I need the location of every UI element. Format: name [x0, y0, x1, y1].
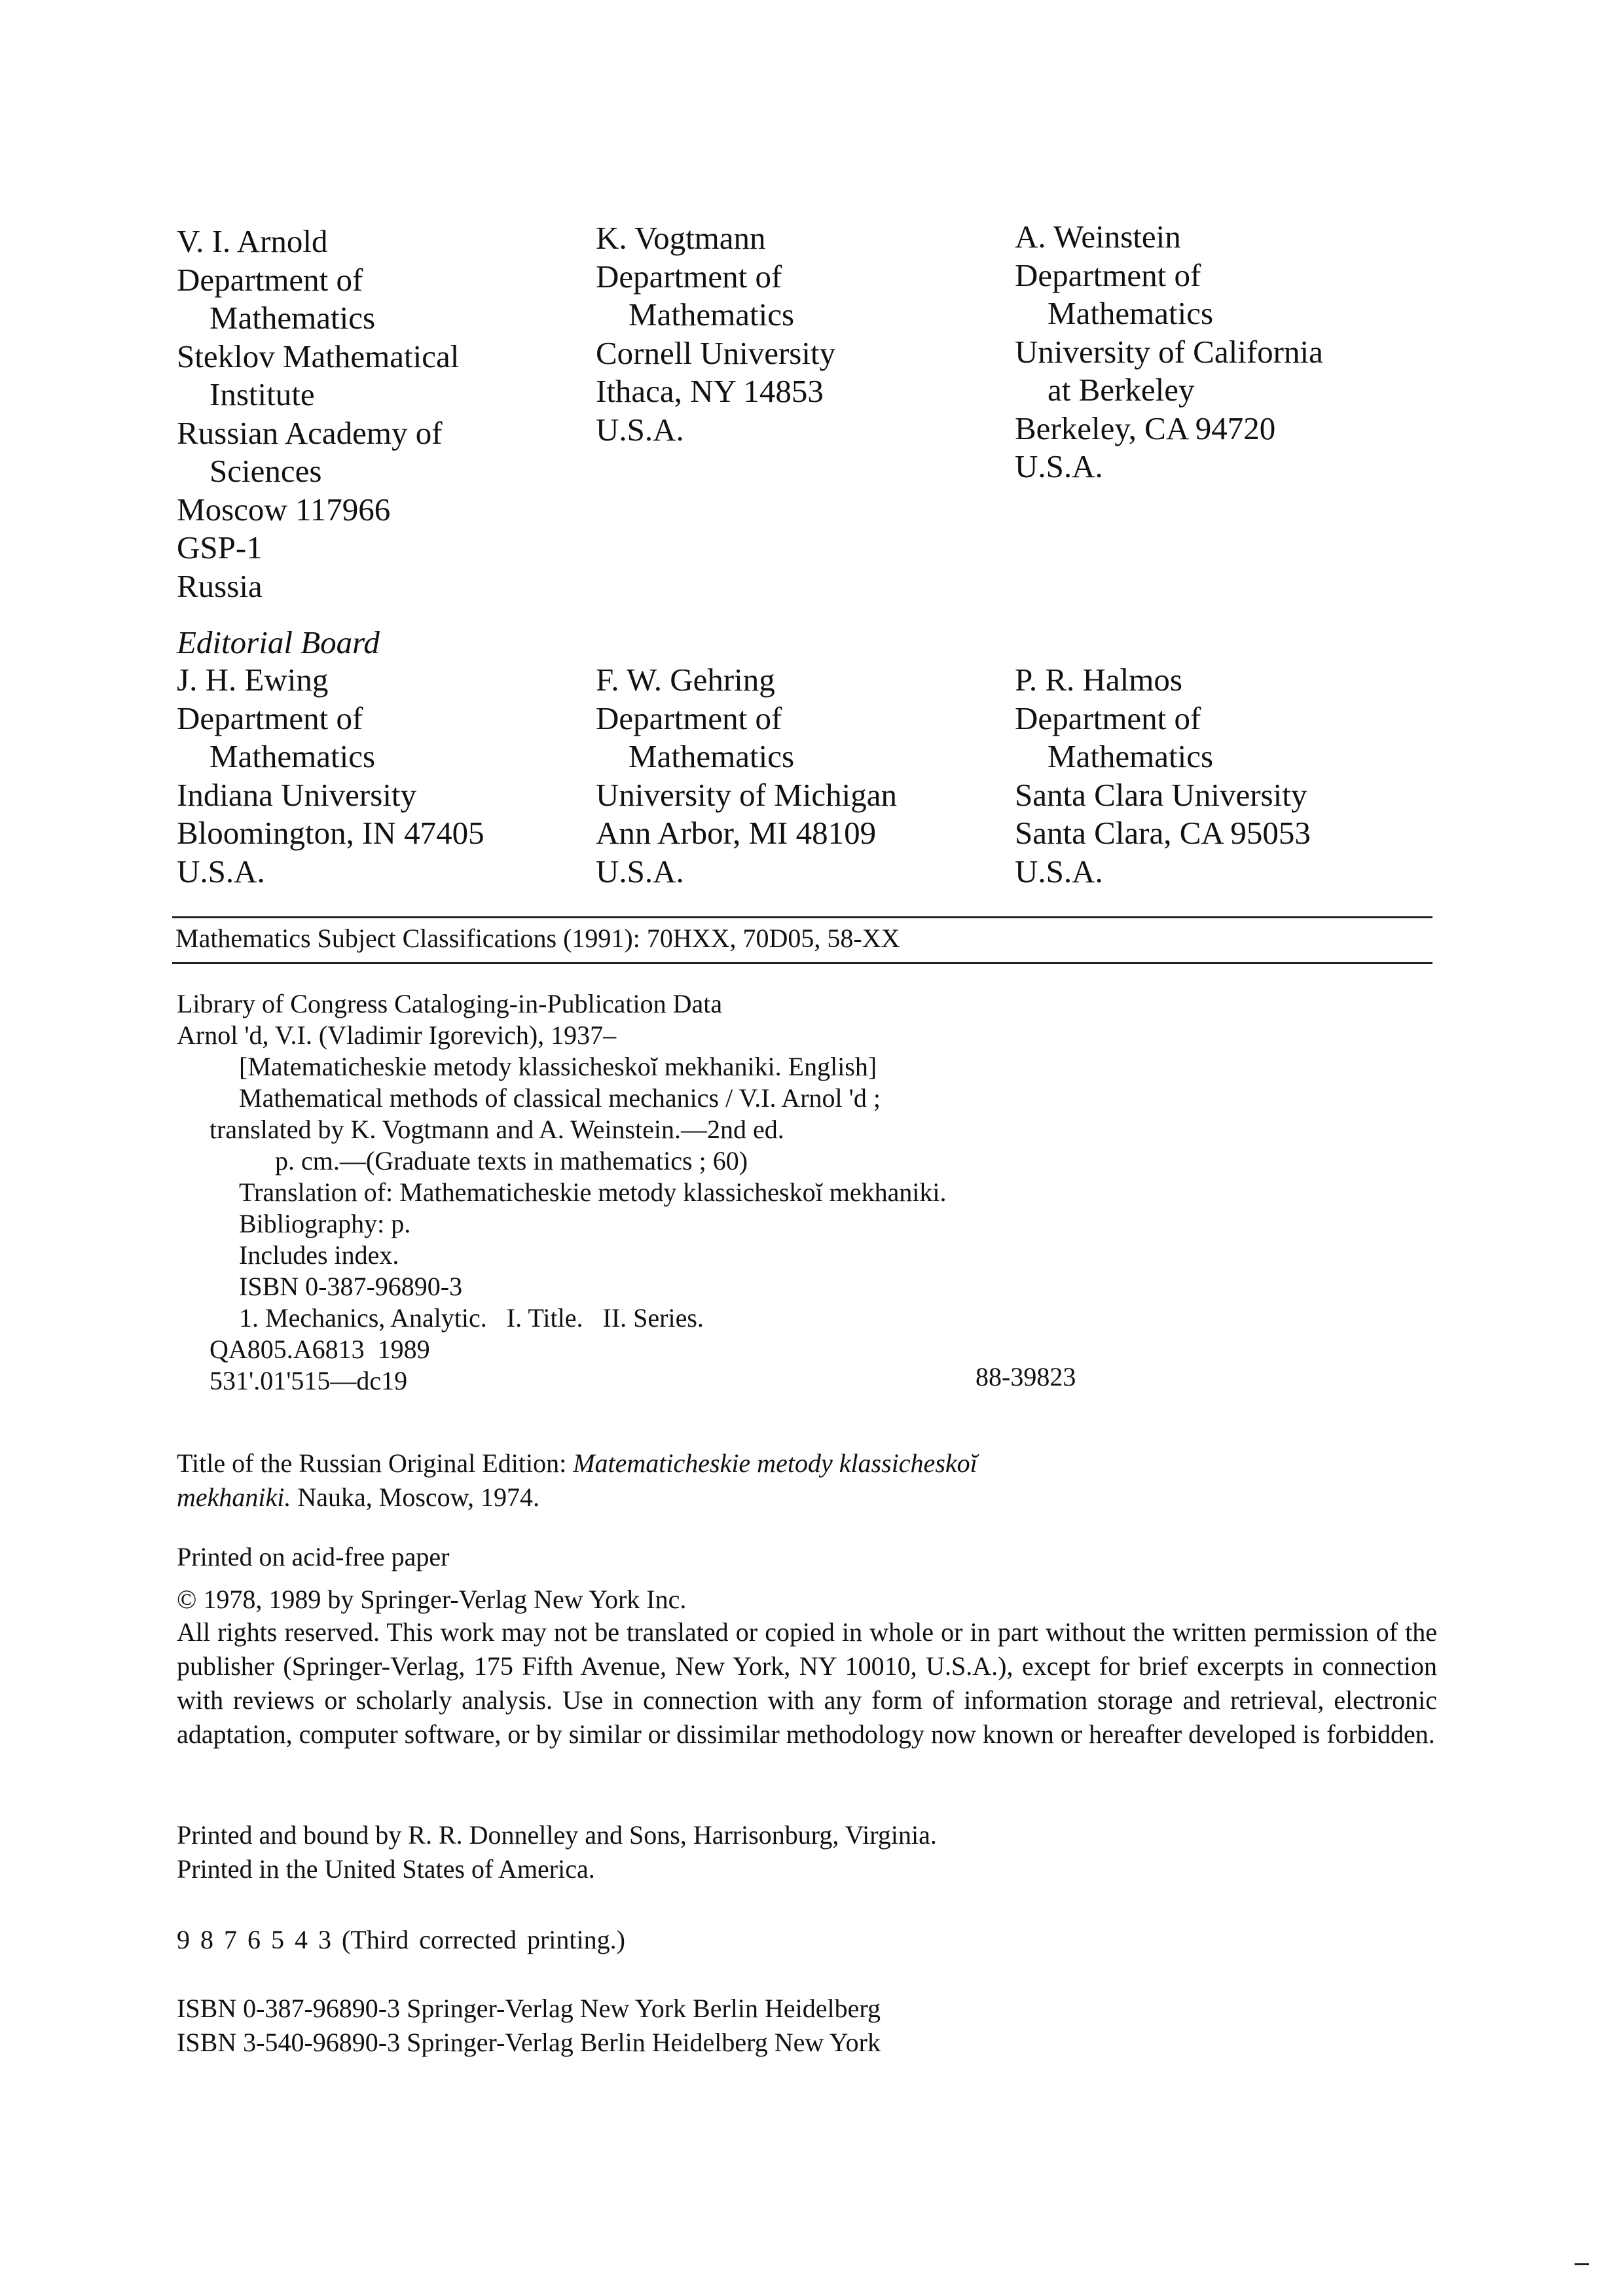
editorial-board-heading: Editorial Board	[177, 624, 380, 660]
address-line: Steklov Mathematical	[177, 338, 460, 374]
cip-note: Translation of: Mathematicheskie metody klassicheskoĭ mekhaniki.	[239, 1177, 947, 1207]
author-block	[596, 219, 835, 449]
isbn-line: ISBN 3-540-96890-3 Springer-Verlag Berlin Heidelberg New York	[177, 2028, 881, 2057]
address-line: Bloomington, IN 47405	[177, 815, 484, 851]
address-line: Department of	[596, 700, 782, 736]
address-line: Cornell University	[596, 334, 836, 371]
original-edition-suffix: Nauka, Moscow, 1974.	[291, 1482, 539, 1512]
rights-paragraph: All rights reserved. This work may not be translated or copied in whole or in part without the written permission of the publisher (Springer-Verlag, 175 Fifth Avenue, New York, NY 10010, U.S.A.), except for brief excerpts in connection with reviews or scholarly analysis. Use in connection with any form of information storage and retrieval, electronic adaptation, computer software, or by similar or dissimilar methodology now known or hereafter developed is forbidden.	[177, 1617, 1437, 1749]
person-name: A. Weinstein	[1015, 219, 1181, 255]
address-line: Institute	[210, 376, 315, 412]
address-line: Mathematics	[210, 738, 376, 774]
address-line: U.S.A.	[1015, 853, 1103, 889]
cip-call-number: QA805.A6813 1989	[210, 1335, 430, 1364]
address-line: U.S.A.	[1015, 448, 1103, 484]
cip-title: Mathematical methods of classical mechanics / V.I. Arnol 'd ;	[239, 1083, 881, 1113]
address-line: Ithaca, NY 14853	[596, 373, 824, 409]
address-line: Mathematics	[629, 738, 795, 774]
acid-free-note: Printed on acid-free paper	[177, 1542, 450, 1571]
address-line: Sciences	[210, 453, 322, 489]
person-name: J. H. Ewing	[177, 662, 329, 698]
editor-block	[177, 661, 484, 891]
address-line: Department of	[177, 700, 363, 736]
cip-physical: p. cm.—(Graduate texts in mathematics ; 60)	[275, 1146, 748, 1175]
author-block	[1015, 218, 1323, 486]
msc-line: Mathematics Subject Classifications (1991): 70HXX, 70D05, 58-XX	[175, 924, 900, 953]
original-edition-prefix: Title of the Russian Original Edition:	[177, 1448, 574, 1478]
bottom-rule	[172, 962, 1432, 964]
editor-block	[596, 661, 897, 891]
top-rule	[172, 916, 1432, 918]
original-edition	[177, 1446, 1290, 1515]
person-name: V. I. Arnold	[177, 223, 328, 259]
address-line: Ann Arbor, MI 48109	[596, 815, 877, 851]
isbn-line: ISBN 0-387-96890-3 Springer-Verlag New York Berlin Heidelberg	[177, 1994, 881, 2023]
printer-line: Printed and bound by R. R. Donnelley and Sons, Harrisonburg, Virginia.	[177, 1820, 937, 1850]
address-line: Department of	[1015, 257, 1201, 293]
address-line: GSP-1	[177, 529, 263, 565]
address-line: Department of	[1015, 700, 1201, 736]
cip-note: 1. Mechanics, Analytic. I. Title. II. Series.	[239, 1303, 704, 1333]
address-line: University of California	[1015, 333, 1323, 370]
cip-note: Includes index.	[239, 1240, 399, 1270]
address-line: Department of	[596, 258, 782, 295]
original-title-part2: mekhaniki.	[177, 1482, 291, 1512]
address-line: Mathematics	[629, 296, 795, 332]
address-line: Santa Clara University	[1015, 776, 1307, 813]
cip-note: ISBN 0-387-96890-3	[239, 1272, 463, 1301]
original-title-part1: Matematicheskie metody klassicheskoĭ	[573, 1448, 977, 1478]
copyright-line: © 1978, 1989 by Springer-Verlag New York Inc.	[177, 1585, 687, 1614]
cip-uniform-title: [Matematicheskie metody klassicheskoĭ mekhaniki. English]	[239, 1052, 877, 1081]
country-line: Printed in the United States of America.	[177, 1854, 595, 1884]
cip-heading: Library of Congress Cataloging-in-Publication Data	[177, 989, 723, 1018]
person-name: F. W. Gehring	[596, 662, 775, 698]
address-line: at Berkeley	[1048, 372, 1195, 408]
address-line: University of Michigan	[596, 776, 897, 813]
cip-dewey: 531'.01'515—dc19	[210, 1366, 408, 1395]
page-corner-mark	[1575, 2263, 1589, 2265]
address-line: U.S.A.	[596, 411, 684, 448]
address-line: Mathematics	[1048, 295, 1214, 331]
cip-note: Bibliography: p.	[239, 1209, 411, 1238]
address-line: Russia	[177, 567, 263, 604]
printing-line: 9 8 7 6 5 4 3 (Third corrected printing.)	[177, 1925, 625, 1954]
address-line: Russian Academy of	[177, 414, 443, 451]
author-block	[177, 223, 459, 605]
person-name: P. R. Halmos	[1015, 662, 1182, 698]
address-line: U.S.A.	[177, 853, 265, 889]
editor-block	[1015, 661, 1311, 891]
address-line: Indiana University	[177, 776, 417, 813]
cip-lccn: 88-39823	[976, 1362, 1076, 1391]
address-line: Moscow 117966	[177, 491, 391, 528]
address-line: Santa Clara, CA 95053	[1015, 815, 1311, 851]
cip-translated: translated by K. Vogtmann and A. Weinstein.—2nd ed.	[210, 1115, 784, 1144]
person-name: K. Vogtmann	[596, 220, 766, 256]
cip-main-entry: Arnol 'd, V.I. (Vladimir Igorevich), 1937–	[177, 1020, 617, 1050]
address-line: Mathematics	[1048, 738, 1214, 774]
address-line: Department of	[177, 261, 363, 298]
address-line: U.S.A.	[596, 853, 684, 889]
address-line: Mathematics	[210, 300, 376, 336]
address-line: Berkeley, CA 94720	[1015, 410, 1276, 446]
